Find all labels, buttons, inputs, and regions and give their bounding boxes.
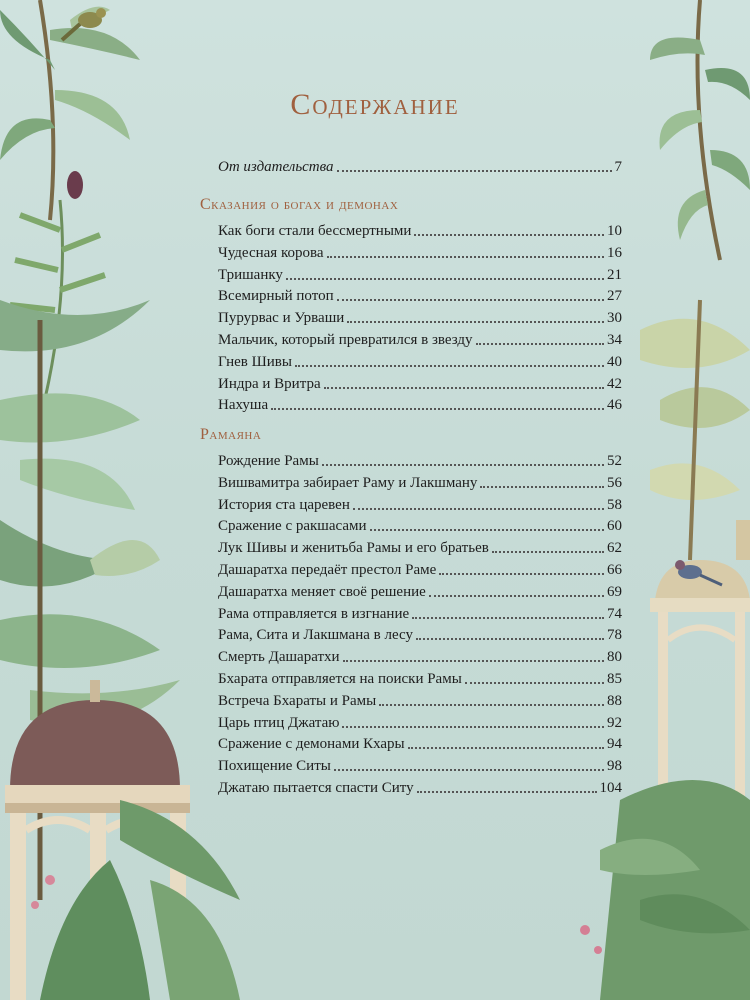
entry-page: 58 bbox=[607, 497, 622, 513]
entry-page: 52 bbox=[607, 453, 622, 469]
entry-page: 10 bbox=[607, 223, 622, 239]
toc-entry[interactable] bbox=[218, 262, 622, 284]
toc-entry-intro[interactable] bbox=[218, 154, 622, 176]
palm-tree-icon bbox=[650, 0, 750, 260]
toc-entry[interactable] bbox=[218, 470, 622, 492]
entry-page: 60 bbox=[607, 518, 622, 534]
toc-entry[interactable] bbox=[218, 622, 622, 644]
dot-leader bbox=[286, 278, 604, 280]
entry-title: Мальчик, который превратился в звезду bbox=[218, 332, 473, 348]
entry-title: Вишвамитра забирает Раму и Лакшману bbox=[218, 475, 478, 491]
toc-entry[interactable] bbox=[218, 535, 622, 557]
dot-leader bbox=[379, 704, 604, 706]
dot-leader bbox=[416, 638, 604, 640]
entry-title: Похищение Ситы bbox=[218, 758, 331, 774]
toc-entry[interactable] bbox=[218, 666, 622, 688]
toc-entry[interactable] bbox=[218, 775, 622, 797]
entry-title: От издательства bbox=[218, 159, 334, 175]
entry-page: 42 bbox=[607, 376, 622, 392]
toc-entry[interactable] bbox=[218, 305, 622, 327]
entry-title: Смерть Дашаратхи bbox=[218, 649, 340, 665]
entry-page: 98 bbox=[607, 758, 622, 774]
entry-page: 85 bbox=[607, 671, 622, 687]
palm-tree-icon bbox=[640, 300, 750, 560]
entry-page: 69 bbox=[607, 584, 622, 600]
entry-page: 92 bbox=[607, 715, 622, 731]
toc-entry[interactable] bbox=[218, 688, 622, 710]
entry-page: 16 bbox=[607, 245, 622, 261]
entry-page: 34 bbox=[607, 332, 622, 348]
dot-leader bbox=[476, 343, 604, 345]
entry-title: Всемирный потоп bbox=[218, 288, 334, 304]
dot-leader bbox=[343, 660, 604, 662]
entry-page: 27 bbox=[607, 288, 622, 304]
dot-leader bbox=[353, 508, 604, 510]
toc-entry[interactable] bbox=[218, 513, 622, 535]
toc-entry[interactable] bbox=[218, 492, 622, 514]
entry-title: Нахуша bbox=[218, 397, 269, 413]
dot-leader bbox=[480, 486, 604, 488]
toc-entry[interactable] bbox=[218, 710, 622, 732]
entry-page: 80 bbox=[607, 649, 622, 665]
toc-entry[interactable] bbox=[218, 448, 622, 470]
toc-entry[interactable] bbox=[218, 731, 622, 753]
entry-page: 21 bbox=[607, 267, 622, 283]
entry-title: Индра и Вритра bbox=[218, 376, 321, 392]
toc-entry[interactable] bbox=[218, 240, 622, 262]
toc-entry[interactable] bbox=[218, 392, 622, 414]
entry-title: Царь птиц Джатаю bbox=[218, 715, 340, 731]
entry-title: Рама, Сита и Лакшмана в лесу bbox=[218, 627, 413, 643]
entry-title: Дашаратха меняет своё решение bbox=[218, 584, 426, 600]
toc-entry[interactable] bbox=[218, 601, 622, 623]
entry-page: 62 bbox=[607, 540, 622, 556]
entry-page: 88 bbox=[607, 693, 622, 709]
flower-icon bbox=[580, 925, 590, 935]
dot-leader bbox=[324, 387, 604, 389]
entry-page: 7 bbox=[614, 159, 622, 175]
entry-title: Сражение с ракшасами bbox=[218, 518, 367, 534]
dot-leader bbox=[334, 769, 604, 771]
palm-tree-icon bbox=[40, 800, 240, 1000]
entry-title: Гнев Шивы bbox=[218, 354, 292, 370]
toc-entry[interactable] bbox=[218, 349, 622, 371]
toc-entry[interactable] bbox=[218, 283, 622, 305]
toc-entry[interactable] bbox=[218, 753, 622, 775]
dot-leader bbox=[295, 365, 604, 367]
entry-title: Сражение с демонами Кхары bbox=[218, 736, 405, 752]
entry-page: 40 bbox=[607, 354, 622, 370]
dot-leader bbox=[370, 529, 604, 531]
entry-title: Рождение Рамы bbox=[218, 453, 319, 469]
dot-leader bbox=[408, 747, 604, 749]
entry-title: Как боги стали бессмертными bbox=[218, 223, 412, 239]
dot-leader bbox=[465, 682, 604, 684]
entry-page: 94 bbox=[607, 736, 622, 752]
dot-leader bbox=[429, 595, 604, 597]
entry-title: Тришанку bbox=[218, 267, 283, 283]
entry-page: 78 bbox=[607, 627, 622, 643]
entry-title: Пурурвас и Урваши bbox=[218, 310, 345, 326]
entry-page: 46 bbox=[607, 397, 622, 413]
toc-entry[interactable] bbox=[218, 557, 622, 579]
dot-leader bbox=[271, 408, 604, 410]
entry-page: 56 bbox=[607, 475, 622, 491]
entry-title: Джатаю пытается спасти Ситу bbox=[218, 780, 414, 796]
entry-page: 74 bbox=[607, 606, 622, 622]
dot-leader bbox=[417, 791, 597, 793]
toc-entry[interactable] bbox=[218, 371, 622, 393]
dot-leader bbox=[347, 321, 604, 323]
entry-title: Встреча Бхараты и Рамы bbox=[218, 693, 377, 709]
flower-icon bbox=[31, 901, 39, 909]
entry-title: Дашаратха передаёт престол Раме bbox=[218, 562, 437, 578]
dot-leader bbox=[414, 234, 604, 236]
section-heading: Рамаяна bbox=[200, 426, 262, 443]
dot-leader bbox=[492, 551, 604, 553]
dot-leader bbox=[322, 464, 604, 466]
dot-leader bbox=[342, 726, 604, 728]
flower-icon bbox=[45, 875, 55, 885]
entry-page: 30 bbox=[607, 310, 622, 326]
palm-tree-icon bbox=[600, 780, 750, 1000]
flower-icon bbox=[594, 946, 602, 954]
dot-leader bbox=[337, 170, 612, 172]
page-title: Содержание bbox=[290, 88, 460, 121]
entry-title: Лук Шивы и женитьба Рамы и его братьев bbox=[218, 540, 489, 556]
entry-title: Рама отправляется в изгнание bbox=[218, 606, 410, 622]
toc-entry[interactable] bbox=[218, 644, 622, 666]
dot-leader bbox=[439, 573, 604, 575]
section-heading: Сказания о богах и демонах bbox=[200, 196, 399, 213]
entry-page: 104 bbox=[599, 780, 622, 796]
entry-page: 66 bbox=[607, 562, 622, 578]
toc-entry[interactable] bbox=[218, 218, 622, 240]
dot-leader bbox=[412, 617, 604, 619]
dot-leader bbox=[337, 299, 604, 301]
toc-entry[interactable] bbox=[218, 579, 622, 601]
entry-title: История ста царевен bbox=[218, 497, 350, 513]
dot-leader bbox=[327, 256, 604, 258]
toc-entry[interactable] bbox=[218, 327, 622, 349]
entry-title: Бхарата отправляется на поиски Рамы bbox=[218, 671, 462, 687]
entry-title: Чудесная корова bbox=[218, 245, 324, 261]
flower-icon bbox=[67, 171, 83, 199]
